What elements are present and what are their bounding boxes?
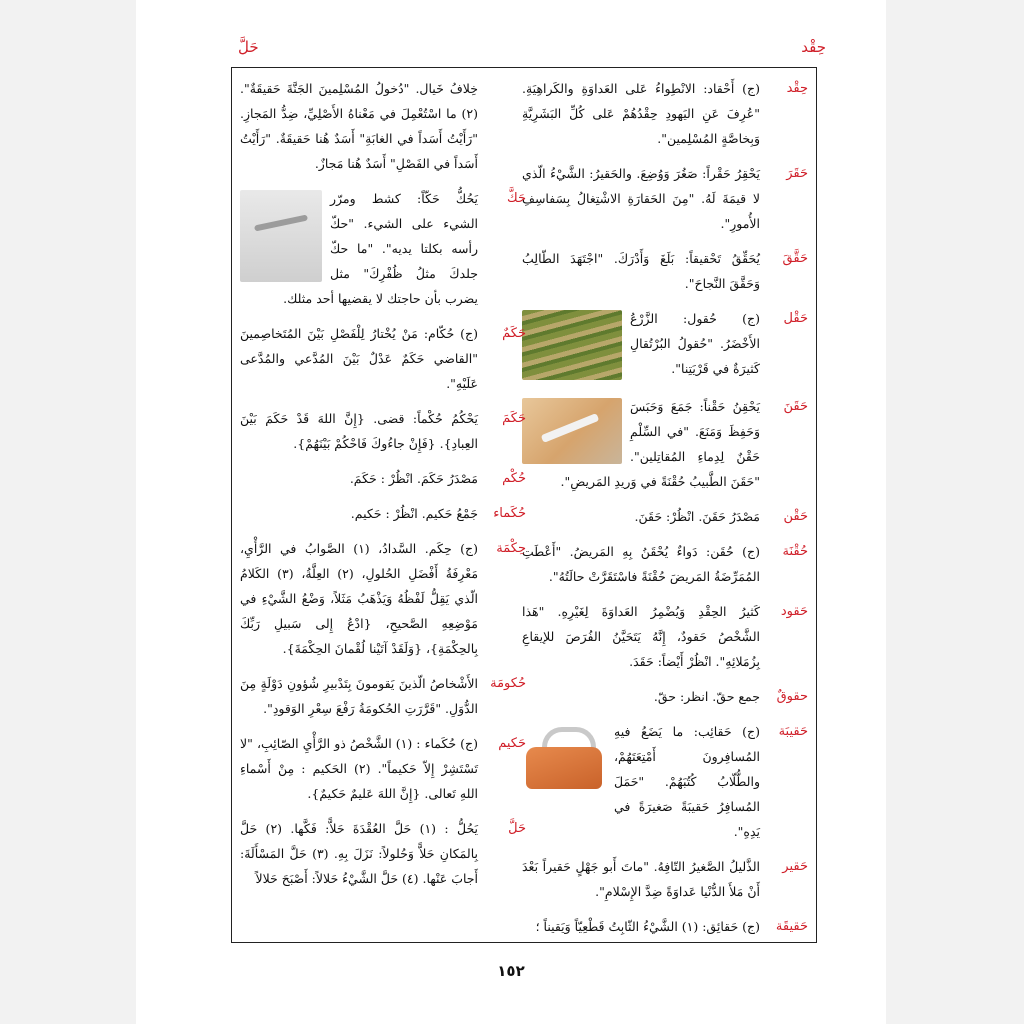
dictionary-page bbox=[136, 0, 886, 1024]
definition-text: كَثيرُ الحِقْدِ وَيُضْمِرُ العَداوَةَ لِغَيْرِهِ. "هَذا الشَّخْصُ حَقودٌ، إِنَّهُ يَتَحَيَّنُ الفُرَصَ للإيقاعِ بِزُمَلائِهِ". انْظُرْ أَيْضاً: حَقَدَ. bbox=[522, 604, 760, 669]
definition-text: الذَّليلُ الصَّغيرُ التّافِهُ. "ماتَ أَبو جَهْلٍ حَقيراً بَعْدَ أَنْ مَلأَ الدُّنْيا عَداوَةً ضِدَّ الإِسْلامِ". bbox=[522, 859, 760, 899]
dictionary-entry bbox=[240, 671, 526, 721]
entry-definition bbox=[240, 186, 478, 311]
dictionary-entry bbox=[522, 504, 808, 529]
definition-text: يَحُكُّ حَكّاً: كشط ومرّر الشيء على الشيء. "حكّ رأسه بكلتا يديه". "ما حكّ جلدكَ مثلُ ظُفْرِكَ" مثل يضرب بأن حاجتك لا يقضيها أحد مثلك. bbox=[283, 191, 478, 306]
entry-definition bbox=[240, 466, 478, 491]
entries-frame bbox=[231, 67, 817, 943]
entry-definition bbox=[522, 599, 760, 674]
definition-text: يَحُلُّ : (١) حَلَّ العُقْدَةَ حَلاًّ: فَكَّها. (٢) حَلَّ بِالمَكانِ حَلاًّ وَحُلولاً: نَزَلَ بِهِ. (٣) حَلَّ المَسْأَلَةَ: أَجابَ عَنْها. (٤) حَلَّ الشَّيْءُ حَلالاً: أَصْبَحَ حَلالاً bbox=[240, 821, 478, 886]
entry-definition bbox=[240, 816, 478, 891]
definition-text: يَحْكُمُ حُكْماً: قضى. {إِنَّ اللهَ قَدْ حَكَمَ بَيْنَ العِبادِ}. {فَإِنْ جاءُوكَ فَاحْكُمْ بَيْنَهُمْ}. bbox=[240, 411, 478, 451]
dictionary-entry bbox=[240, 816, 526, 891]
definition-text: (ج) أَحْقاد: الانْطِواءُ عَلى العَداوَةِ والكَراهِيَةِ. "عُرِفَ عَنِ اليَهودِ حِقْدُهُمْ عَلى كُلِّ البَشَرِيَّةِ وَبِخاصَّةٍ المُسْلِمين". bbox=[522, 81, 760, 146]
running-head-right: حِقْد bbox=[801, 38, 826, 56]
entry-headword: حَقْن bbox=[783, 509, 808, 524]
dictionary-entry bbox=[240, 501, 526, 526]
entry-headword: حَلَّ bbox=[508, 821, 526, 836]
entry-headword: حُكْم bbox=[502, 471, 526, 486]
definition-text: خِلافُ خَيال. "دُخولُ المُسْلِمينَ الجَنَّةَ حَقيقَةٌ". (٢) ما اسْتُعْمِلَ في مَعْناهُ الأَصْلِيِّ، ضِدُّ المَجازِ. "رَأَيْتُ أَسَداً في الغابَةِ" أَسَدٌ هُنا حَقيقَةٌ. "رَأَيْتُ أَسَداً في الفَصْلِ" أَسَدٌ هُنا مَجازٌ. bbox=[240, 81, 478, 171]
dictionary-entry bbox=[522, 539, 808, 589]
definition-text: (ج) حَقائِب: ما يَضَعُ فيهِ المُسافِرونَ أَمْتِعَتَهُمْ، والطُّلّابُ كُتُبَهُمْ. "حَمَلَ المُسافِرُ حَقيبَةً صَغيرَةً في يَدِهِ". bbox=[614, 724, 760, 839]
entry-definition bbox=[522, 394, 760, 494]
dictionary-entry bbox=[240, 536, 526, 661]
entry-headword: حَكَمَ bbox=[502, 411, 526, 426]
entry-headword: حقوقٌ bbox=[776, 689, 808, 704]
entry-headword: حِقْد bbox=[786, 81, 808, 96]
definition-text: (ج) حَقائِق: (١) الشَّيْءُ الثّابِتُ قَطْعِيّاً وَيَقيناً ؛ bbox=[535, 919, 760, 934]
definition-text: مَصْدَرُ حَقَنَ. انْظُرْ: حَقَنَ. bbox=[634, 509, 760, 524]
left-column bbox=[240, 76, 526, 938]
entry-definition bbox=[240, 671, 478, 721]
entry-definition bbox=[522, 914, 760, 939]
entry-definition bbox=[240, 731, 478, 806]
definition-text: يَحْقِنُ حَقْناً: جَمَعَ وَحَبَسَ وَحَفِظَ وَمَنَعَ. "في السِّلْمِ حَقْنٌ لِدِماءِ المُقاتِلين". "حَقَنَ الطَّبيبُ حُقْنَةً في وَريدِ المَريضِ". bbox=[560, 399, 760, 489]
dictionary-entry bbox=[522, 161, 808, 236]
entry-headword: حُكومَة bbox=[490, 676, 526, 691]
dictionary-entry bbox=[240, 186, 526, 311]
entry-definition bbox=[522, 504, 760, 529]
entry-headword: حَقيقَة bbox=[775, 919, 808, 934]
entry-headword: حَكَمٌ bbox=[502, 326, 526, 341]
dictionary-entry bbox=[522, 599, 808, 674]
entry-definition bbox=[522, 246, 760, 296]
dictionary-entry bbox=[522, 684, 808, 709]
entry-headword: حَقير bbox=[782, 859, 808, 874]
definition-text: (ج) حُقول: الزَّرْعُ الأَخْضَرُ. "حُقولُ البُرْتُقالِ كَثيرَةٌ في قَرْيَتِنا". bbox=[630, 311, 760, 376]
definition-text: جَمْعُ حَكيم. انْظُرْ : حَكيم. bbox=[350, 506, 478, 521]
dictionary-entry bbox=[522, 719, 808, 844]
definition-text: مَصْدَرُ حَكَمَ. انْظُرْ : حَكَمَ. bbox=[349, 471, 478, 486]
definition-text: (ج) حُكّام: مَنْ يُخْتارُ لِلْفَصْلِ بَيْنَ المُتَخاصِمينَ "القاضي حَكَمٌ عَدْلٌ بَيْنَ المُدَّعي والمُدَّعى عَلَيْهِ". bbox=[240, 326, 478, 391]
entry-definition bbox=[522, 719, 760, 844]
dictionary-entry bbox=[240, 76, 526, 176]
dictionary-entry bbox=[522, 76, 808, 151]
entry-definition bbox=[522, 684, 760, 709]
entry-definition bbox=[240, 321, 478, 396]
entry-headword: حَقَرَ bbox=[786, 166, 808, 181]
dictionary-entry bbox=[240, 731, 526, 806]
dictionary-entry bbox=[240, 321, 526, 396]
hand-illustration bbox=[240, 190, 322, 282]
entry-definition bbox=[522, 306, 760, 384]
entry-definition bbox=[522, 76, 760, 151]
entry-definition bbox=[522, 539, 760, 589]
right-column bbox=[522, 76, 808, 938]
entry-headword: حَكَّ bbox=[507, 191, 526, 206]
definition-text: (ج) حُكَماء : (١) الشَّخْصُ ذو الرَّأْيِ الصّائِبِ، "لا تَسْتَشِرْ إِلاّ حَكيماً". (٢) الحَكيم : مِنْ أَسْماءِ اللهِ تَعالى. {إِنَّ اللهَ عَليمٌ حَكيمٌ}. bbox=[240, 736, 478, 801]
entry-headword: حُكَماء bbox=[493, 506, 526, 521]
entry-definition bbox=[522, 854, 760, 904]
definition-text: (ج) حُقَن: دَواءٌ يُحْقَنُ بِهِ المَريضُ. "أَعْطَتِ المُمَرِّضَةُ المَريضَ حُقْنَةً فاسْتَقَرَّتْ حالَتُهُ". bbox=[522, 544, 760, 584]
dictionary-entry bbox=[240, 406, 526, 456]
entry-headword bbox=[478, 76, 526, 176]
page-number: ١٥٢ bbox=[497, 962, 525, 980]
entry-headword: حَقيبَة bbox=[778, 724, 808, 739]
entry-definition bbox=[240, 76, 478, 176]
dictionary-entry bbox=[240, 466, 526, 491]
entry-headword: حَقود bbox=[780, 604, 808, 619]
bag-illustration bbox=[522, 723, 606, 795]
dictionary-entry bbox=[522, 246, 808, 296]
definition-text: يُحَقِّقُ تَحْقيقاً: بَلَغَ وَأَدْرَكَ. "اجْتَهَدَ الطّالِبُ وَحَقَّقَ النَّجاحَ". bbox=[522, 251, 760, 291]
entry-headword: حَقَّقَ bbox=[782, 251, 808, 266]
dictionary-entry bbox=[522, 854, 808, 904]
syringe-illustration bbox=[522, 398, 622, 464]
definition-text: الأَشْخاصُ الّذينَ يَقومونَ بِتَدْبيرِ شُؤونِ دَوْلَةٍ مِنَ الدُّوَلِ. "قَرَّرَتِ الحُكومَةُ رَفْعَ سِعْرِ الوَقودِ". bbox=[240, 676, 478, 716]
field-illustration bbox=[522, 310, 622, 380]
entry-headword: حَكيم bbox=[498, 736, 526, 751]
dictionary-entry bbox=[522, 306, 808, 384]
entry-definition bbox=[240, 536, 478, 661]
dictionary-entry bbox=[522, 394, 808, 494]
entry-headword: حُقْنَة bbox=[782, 544, 808, 559]
entry-definition bbox=[240, 501, 478, 526]
entry-headword: حِكْمَة bbox=[496, 541, 526, 556]
definition-text: يَحْقِرُ حَقْراً: صَغُرَ وَوُضِعَ. والحَقيرُ: الشَّيْءُ الّذي لا قيمَةَ لَهُ. "مِنَ الحَقارَةِ الاشْتِغالُ بِسَفاسِفِ الأُمورِ". bbox=[522, 166, 760, 231]
dictionary-entry bbox=[522, 914, 808, 939]
entry-definition bbox=[240, 406, 478, 456]
entry-definition bbox=[522, 161, 760, 236]
entry-headword: حَقْل bbox=[783, 311, 808, 326]
definition-text: جمع حقّ. انظر: حقّ. bbox=[653, 689, 760, 704]
running-head-left: حَلَّ bbox=[238, 38, 259, 56]
definition-text: (ج) حِكَم. السَّدادُ، (١) الصَّوابُ في الرَّأْيِ، مَعْرِفَةُ أَفْضَلِ الحُلولِ، (٢) العِلَّةُ، (٣) الكَلامُ الّذي يَقِلُّ لَفْظُهُ وَيَذْهَبُ مَثَلاً، وَضْعُ الشَّيْءِ في مَوْضِعِهِ الصَّحيحِ، {ادْعُ إِلى سَبيلِ رَبِّكَ بِالحِكْمَةِ}، {وَلَقَدْ آتَيْنا لُقْمانَ الحِكْمَةَ}. bbox=[240, 541, 479, 656]
entry-headword: حَقَنَ bbox=[783, 399, 808, 414]
